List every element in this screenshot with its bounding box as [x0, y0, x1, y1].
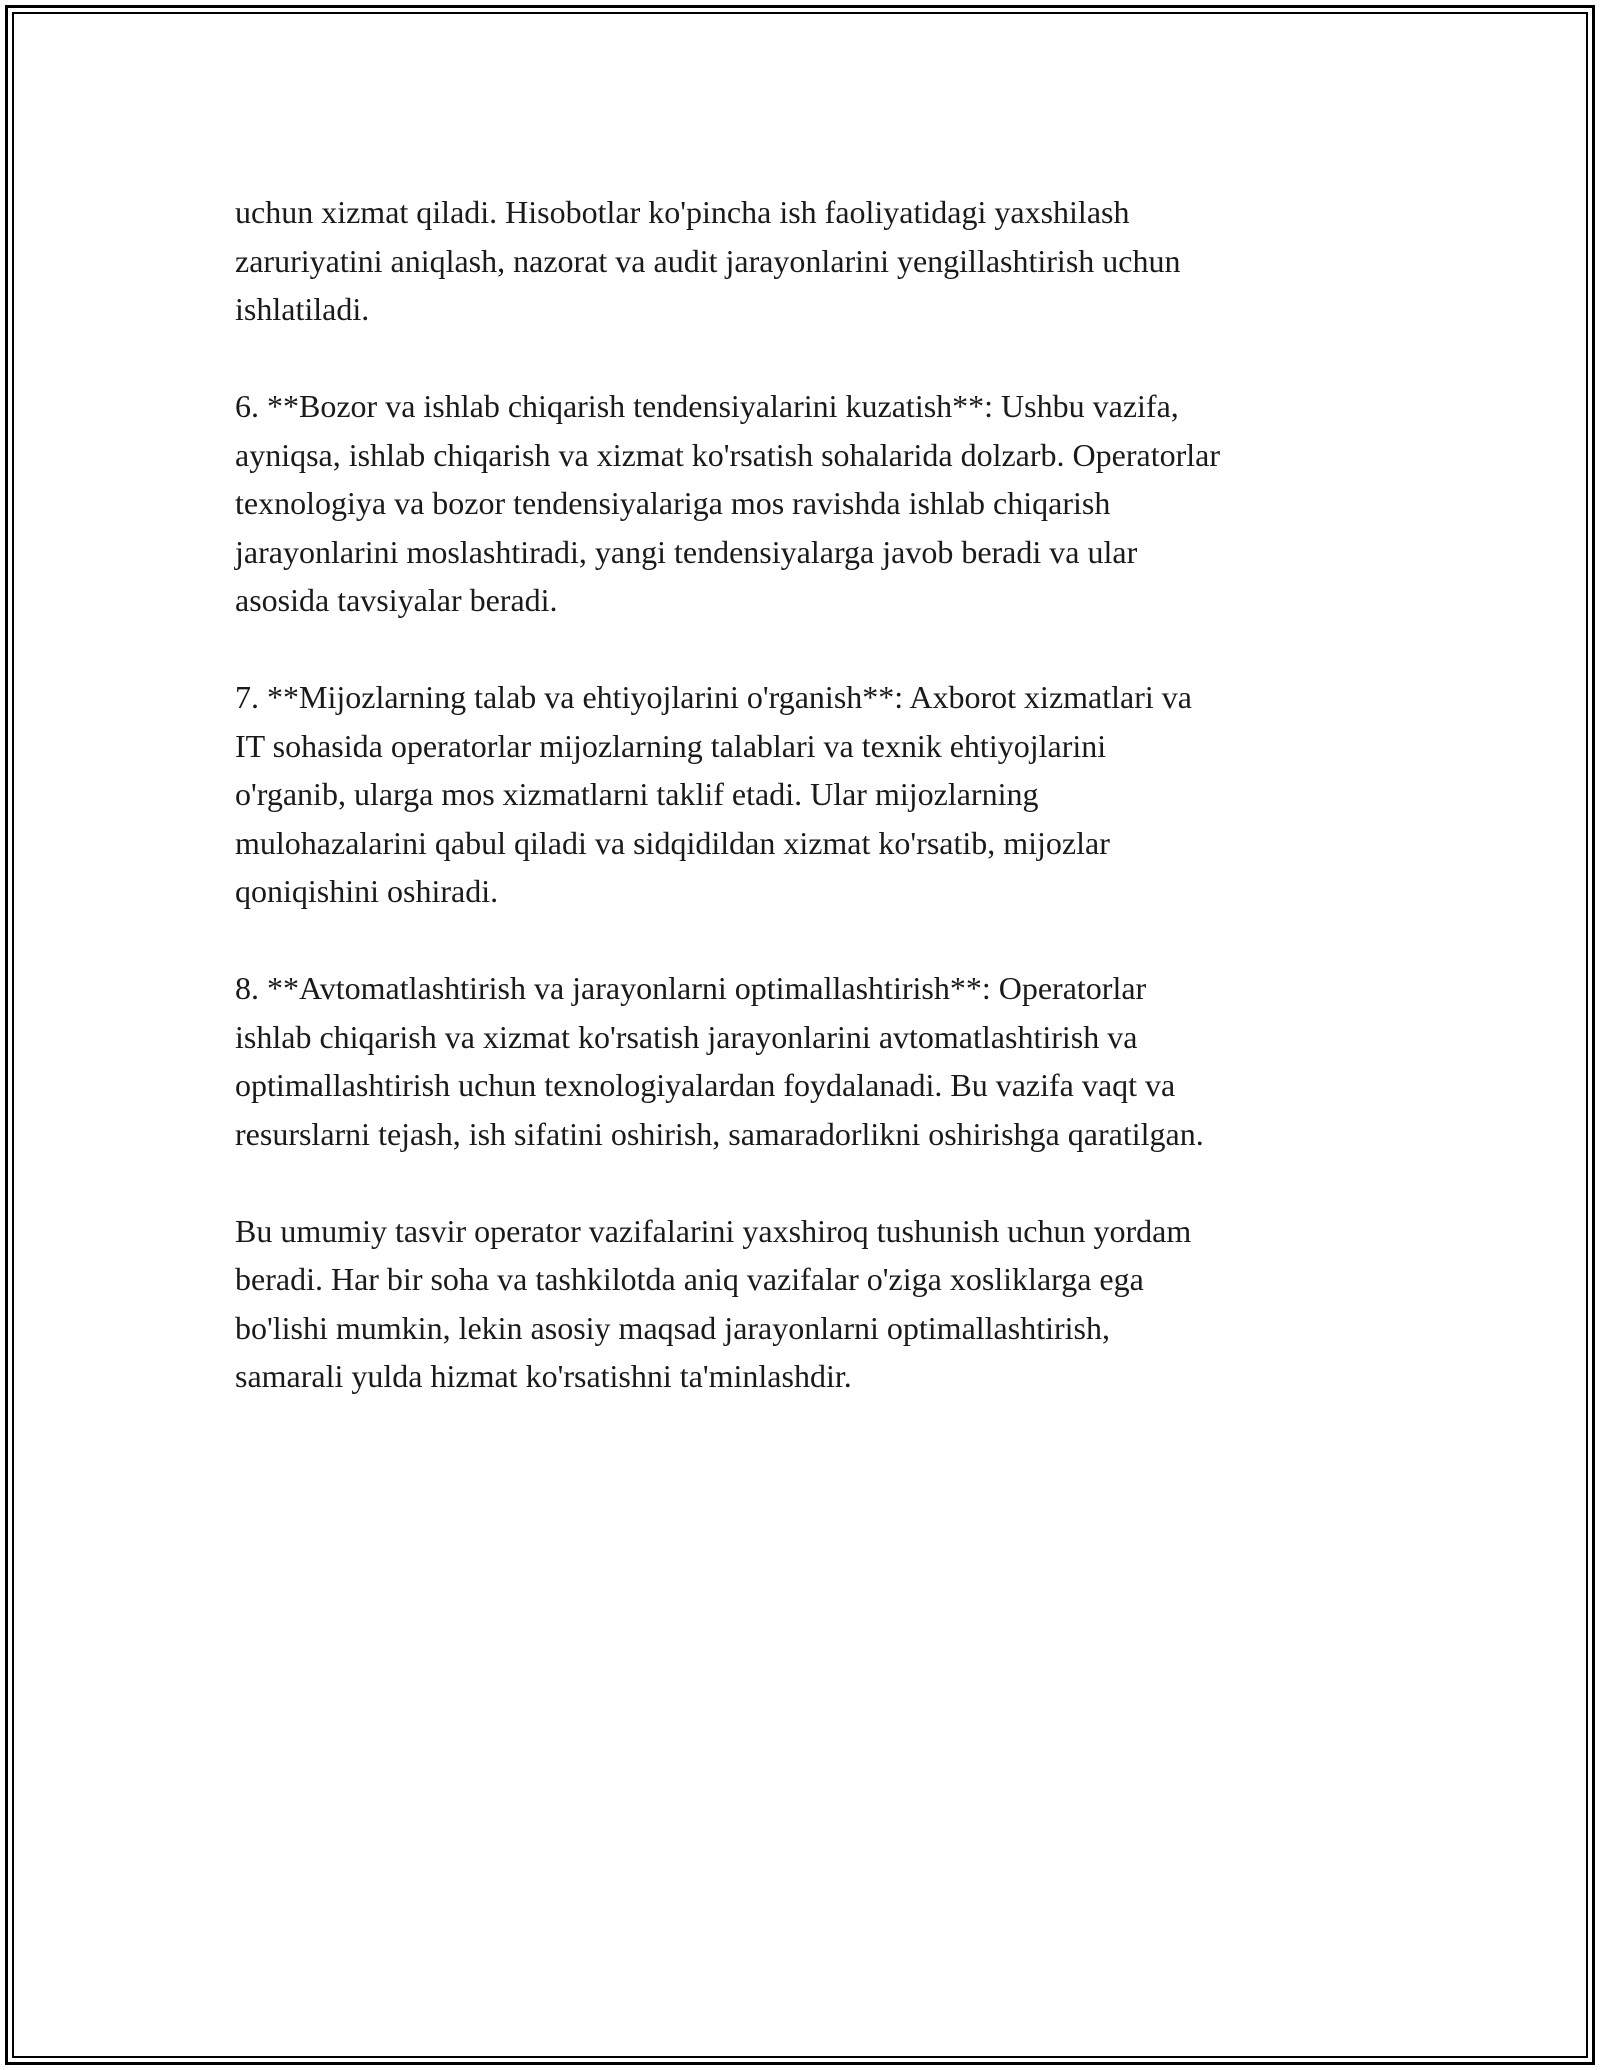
text-line: o'rganib, ularga mos xizmatlarni taklif etadi. Ular mijozlarning	[235, 776, 1039, 812]
document-body	[235, 188, 1395, 1449]
text-line: Bu umumiy tasvir operator vazifalarini yaxshiroq tushunish uchun yordam	[235, 1212, 1192, 1249]
paragraph-item-7	[235, 673, 1395, 916]
text-line: texnologiya va bozor tendensiyalariga mos ravishda ishlab chiqarish	[235, 485, 1111, 521]
text-line: samarali yulda hizmat ko'rsatishni ta'minlashdir.	[235, 1358, 852, 1394]
paragraph-summary	[235, 1207, 1395, 1401]
text-line: bo'lishi mumkin, lekin asosiy maqsad jarayonlarni optimallashtirish,	[235, 1309, 1110, 1346]
text-line: beradi. Har bir soha va tashkilotda aniq vazifalar o'ziga xosliklarga ega	[235, 1261, 1144, 1297]
text-line: ayniqsa, ishlab chiqarish va xizmat ko'rsatish sohalarida dolzarb. Operatorlar	[235, 436, 1220, 473]
text-line: optimallashtirish uchun texnologiyalardan foydalanadi. Bu vazifa vaqt va	[235, 1067, 1176, 1103]
text-line: ishlab chiqarish va xizmat ko'rsatish jarayonlarini avtomatlashtirish va	[235, 1018, 1138, 1055]
text-line: IT sohasida operatorlar mijozlarning talablari va texnik ehtiyojlarini	[235, 727, 1107, 764]
paragraph-item-6	[235, 382, 1395, 625]
text-line: ishlatiladi.	[235, 291, 370, 327]
text-line: zaruriyatini aniqlash, nazorat va audit jarayonlarini yengillashtirish uchun	[235, 242, 1181, 279]
text-line: 6. **Bozor va ishlab chiqarish tendensiyalarini kuzatish**: Ushbu vazifa,	[235, 388, 1179, 424]
paragraph-reports-continued	[235, 188, 1395, 334]
text-line: uchun xizmat qiladi. Hisobotlar ko'pincha ish faoliyatidagi yaxshilash	[235, 194, 1130, 230]
text-line: mulohazalarini qabul qiladi va sidqidildan xizmat ko'rsatib, mijozlar	[235, 824, 1110, 861]
text-line: 8. **Avtomatlashtirish va jarayonlarni optimallashtirish**: Operatorlar	[235, 970, 1147, 1006]
text-line: asosida tavsiyalar beradi.	[235, 582, 558, 618]
paragraph-item-8	[235, 964, 1395, 1158]
text-line: jarayonlarini moslashtiradi, yangi tendensiyalarga javob beradi va ular	[235, 533, 1138, 570]
text-line: resurslarni tejash, ish sifatini oshirish, samaradorlikni oshirishga qaratilgan.	[235, 1115, 1204, 1152]
text-line: qoniqishini oshiradi.	[235, 873, 499, 909]
text-line: 7. **Mijozlarning talab va ehtiyojlarini o'rganish**: Axborot xizmatlari va	[235, 679, 1192, 715]
